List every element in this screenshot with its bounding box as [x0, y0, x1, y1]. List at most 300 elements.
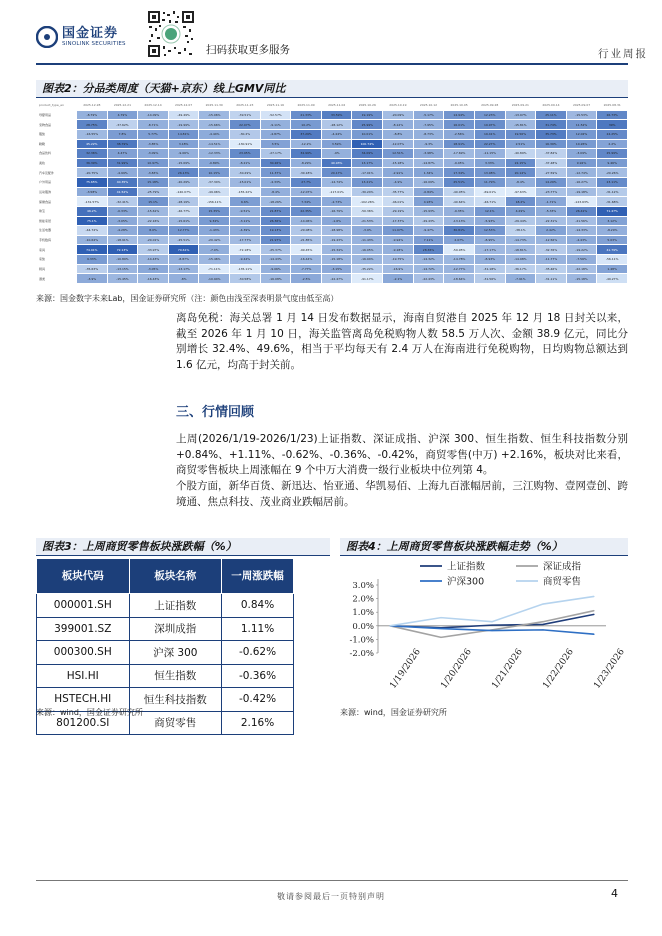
heatmap-cell: -3.09% [566, 149, 597, 159]
heatmap-cell: -0.33% [107, 206, 138, 216]
heatmap-cell: 11.37% [260, 168, 291, 178]
heatmap-cell: -14.74% [321, 178, 352, 188]
heatmap-cell: 38.79% [107, 139, 138, 149]
series-point [593, 634, 594, 635]
heatmap-cell: 27.7% [291, 178, 322, 188]
heatmap-cell: -52.57% [260, 110, 291, 120]
heatmap-cell: 41.52% [107, 187, 138, 197]
heatmap-cell: -4.87% [260, 129, 291, 139]
heatmap-cell: 11.52% [566, 120, 597, 130]
heatmap-cell: -20.26% [597, 168, 628, 178]
heatmap-cell: 9.34% [199, 216, 230, 226]
heatmap-cell: -9.06% [260, 264, 291, 274]
x-tick-label: 1/20/2026 [439, 647, 474, 691]
heatmap-cell: -10.94% [199, 274, 230, 284]
heatmap-cell: -130.91% [230, 139, 261, 149]
heatmap-cell: 46.2% [77, 206, 108, 216]
heatmap-cell: -29.43% [413, 216, 444, 226]
heatmap-cell: -2.5% [291, 274, 322, 284]
heatmap-cell: -27.17% [260, 149, 291, 159]
heatmap-cell: -49.27% [597, 274, 628, 284]
cell-chg: 1.11% [222, 617, 294, 641]
heatmap-cell: -31.12% [597, 187, 628, 197]
series-point [491, 621, 492, 622]
heatmap-cell: 45.22% [77, 139, 108, 149]
heatmap-cell: -14.51% [199, 139, 230, 149]
heatmap-cell: -17.37% [383, 216, 414, 226]
heatmap-row [37, 264, 628, 274]
heatmap-cell: 28.36% [413, 245, 444, 255]
heatmap-cell: 70.61% [168, 245, 199, 255]
heatmap-cell: 3.5% [260, 139, 291, 149]
heatmap-cell: -7.56% [566, 255, 597, 265]
heatmap-cell: -18.91% [107, 235, 138, 245]
heatmap-cell: -4.28% [107, 226, 138, 236]
heatmap-cell: -27.59% [536, 168, 567, 178]
heatmap-row-label: 生活电器 [37, 226, 77, 236]
heatmap-cell: -14.98% [505, 255, 536, 265]
heatmap-col-header: 2025.09.07 [566, 101, 597, 111]
heatmap-cell: 15.18% [138, 178, 169, 188]
heatmap-cell: -5.33% [536, 206, 567, 216]
heatmap-cell: -71.11% [199, 264, 230, 274]
heatmap-cell: -117.01% [321, 187, 352, 197]
series-point [542, 621, 543, 622]
heatmap-cell: -7.91% [505, 274, 536, 284]
heatmap-cell: -135.11% [230, 264, 261, 274]
heatmap-cell: -15.81% [505, 120, 536, 130]
heatmap-cell: 12.1% [474, 206, 505, 216]
heatmap-cell: 100.74% [352, 139, 383, 149]
heatmap-cell: -35.77% [383, 187, 414, 197]
heatmap-cell: -17.17% [474, 245, 505, 255]
heatmap-cell: -9.06% [168, 149, 199, 159]
heatmap-cell: -3.15% [321, 264, 352, 274]
heatmap-cell: 18.91% [444, 139, 475, 149]
heatmap-col-header: 2025.12.14 [138, 101, 169, 111]
heatmap-cell: -8.8% [383, 129, 414, 139]
heatmap-cell: -13.97% [505, 110, 536, 120]
heatmap-cell: -25.51% [168, 235, 199, 245]
heatmap-cell: -21.56% [566, 216, 597, 226]
heatmap-col-header: 2025.09.28 [474, 101, 505, 111]
heatmap-row-label: 服装 [37, 129, 77, 139]
heatmap-cell: -12.2% [291, 139, 322, 149]
sinolink-logo-icon [36, 26, 58, 48]
heatmap-cell: -1.43% [199, 226, 230, 236]
figure4-title: 图表4：上周商贸零售板块涨跌幅走势（%） [340, 538, 628, 556]
logo-en: SINOLINK SECURITIES [62, 40, 126, 47]
x-tick-label: 1/21/2026 [490, 647, 525, 691]
heatmap-cell: -9.94% [383, 235, 414, 245]
heatmap-cell: 9.46% [597, 158, 628, 168]
y-tick-label: 2.0% [352, 594, 374, 605]
heatmap-cell: -29.19% [383, 206, 414, 216]
heatmap-cell: 23.95% [230, 149, 261, 159]
heatmap-row-label: 汽车及配件 [37, 168, 77, 178]
cell-name: 恒生指数 [129, 664, 222, 688]
x-tick-label: 1/19/2026 [388, 647, 423, 691]
heatmap-row-label: 家装 [37, 255, 77, 265]
heatmap-cell: 11.79% [474, 178, 505, 188]
heatmap-cell: -15.01% [230, 178, 261, 188]
heatmap-cell: -18.81% [505, 245, 536, 255]
heatmap-cell: -20.42% [199, 235, 230, 245]
heatmap-cell: 7.8% [107, 129, 138, 139]
heatmap-cell: -15.61% [138, 206, 169, 216]
heatmap-row [37, 226, 628, 236]
heatmap-cell: -7.0% [199, 245, 230, 255]
heatmap-row-label: 手机数码 [37, 235, 77, 245]
heatmap-cell: -12.07% [291, 187, 322, 197]
heatmap-cell: -19.75% [383, 255, 414, 265]
heatmap-cell: -16.9% [383, 264, 414, 274]
heatmap-cell: 8.0% [138, 226, 169, 236]
heatmap-cell: -15.45% [107, 274, 138, 284]
heatmap-col-header: 2025.11.09 [291, 101, 322, 111]
heatmap-cell: 26.36% [260, 216, 291, 226]
heatmap-cell: 2.2% [597, 139, 628, 149]
heatmap-cell: -8.29% [291, 158, 322, 168]
heatmap-cell: -16.04% [352, 255, 383, 265]
heatmap-cell: 14.94% [444, 110, 475, 120]
heatmap-cell: -3.98% [413, 149, 444, 159]
heatmap-cell: -35.46% [536, 264, 567, 274]
heatmap-row-label: 户外用品 [37, 178, 77, 188]
heatmap-cell: 2.51% [505, 139, 536, 149]
heatmap-row [37, 274, 628, 284]
heatmap-cell: -19.99% [168, 120, 199, 130]
heatmap-cell: -3.05% [107, 216, 138, 226]
cell-code: 000001.SH [37, 594, 130, 618]
heatmap-cell: -46.77% [168, 206, 199, 216]
heatmap-cell: -8.87% [168, 255, 199, 265]
heatmap-cell: 17.34% [444, 168, 475, 178]
heatmap-cell: 5.77% [138, 129, 169, 139]
heatmap-cell: 19.97% [474, 120, 505, 130]
logo-cn: 国金证券 [62, 25, 119, 41]
heatmap-row [37, 158, 628, 168]
heatmap-cell: -37.48% [536, 158, 567, 168]
heatmap-cell: -22.31% [536, 216, 567, 226]
heatmap-col-header: 2025.11.16 [260, 101, 291, 111]
heatmap-cell: -22.47% [321, 274, 352, 284]
heatmap-cell: -3.85% [138, 139, 169, 149]
heatmap-cell: -46.01% [383, 197, 414, 207]
heatmap-cell: -16.09% [413, 178, 444, 188]
cell-chg: -0.62% [222, 641, 294, 665]
heatmap-row-label: 保健食品 [37, 197, 77, 207]
heatmap-cell: -16.27% [566, 178, 597, 188]
heatmap-cell: -46.71% [474, 197, 505, 207]
x-tick-label: 1/23/2026 [592, 647, 627, 691]
heatmap-cell: 3.59% [321, 139, 352, 149]
heatmap-row-label: 运动服饰 [37, 187, 77, 197]
heatmap-cell: -30.24% [352, 187, 383, 197]
heatmap-cell: 30.26% [260, 158, 291, 168]
heatmap-cell: -0.89% [199, 158, 230, 168]
y-tick-label: -2.0% [349, 649, 374, 659]
heatmap-cell: -11.43% [352, 235, 383, 245]
heatmap-cell: -13.15% [107, 264, 138, 274]
heatmap-cell: -18.26% [260, 197, 291, 207]
heatmap-cell: 36.39% [77, 158, 108, 168]
heatmap-cell: -1.71% [536, 197, 567, 207]
heatmap-row [37, 235, 628, 245]
heatmap-cell: 32.36% [77, 149, 108, 159]
heatmap-cell: 3.12% [597, 216, 628, 226]
section-heading: 三、行情回顾 [176, 405, 255, 420]
heatmap-cell: 2.42% [536, 226, 567, 236]
heatmap-col-header: 2025.09.21 [505, 101, 536, 111]
heatmap-cell: -29.08% [291, 226, 322, 236]
heatmap-cell: -14.32% [413, 255, 444, 265]
heatmap-cell: -20.09% [383, 110, 414, 120]
heatmap-cell: -32.76% [536, 245, 567, 255]
heatmap-row [37, 206, 628, 216]
heatmap-cell: -30.58% [230, 274, 261, 284]
heatmap-cell: -11.77% [536, 255, 567, 265]
heatmap-cell: -123.63% [566, 197, 597, 207]
cell-code: 399001.SZ [37, 617, 130, 641]
heatmap-cell: -20.01% [138, 235, 169, 245]
heatmap-cell: 13.21% [352, 178, 383, 188]
header-change: 一周涨跌幅 [222, 559, 294, 594]
heatmap-cell: -3.83% [138, 168, 169, 178]
heatmap-cell: -3.05% [138, 264, 169, 274]
legend-label: 沪深300 [447, 576, 485, 588]
heatmap-cell: -56.11% [597, 255, 628, 265]
series-point [440, 637, 441, 638]
heatmap-row [37, 187, 628, 197]
heatmap-cell: -4.99% [107, 168, 138, 178]
heatmap-cell: 34.99% [291, 149, 322, 159]
series-point [491, 625, 492, 626]
heatmap-cell: -12.07% [383, 139, 414, 149]
heatmap-cell: -72.18% [230, 245, 261, 255]
heatmap-cell: 41.79% [597, 245, 628, 255]
heatmap-cell: -29.44% [505, 216, 536, 226]
legend-label: 深证成指 [543, 561, 582, 573]
heatmap-row-label: 食品饮料 [37, 149, 77, 159]
y-tick-label: 3.0% [352, 581, 374, 591]
heatmap-cell: 22.35% [291, 206, 322, 216]
heatmap-cell: 10.2% [291, 120, 322, 130]
heatmap-cell: -15.18% [566, 274, 597, 284]
series-point [593, 610, 594, 611]
heatmap-cell: 12.77% [168, 226, 199, 236]
figure3-title: 图表3：上周商贸零售板块涨跌幅（%） [36, 538, 330, 556]
heatmap-cell: 33.59% [321, 110, 352, 120]
page-number: 4 [611, 887, 618, 900]
header-divider [36, 63, 628, 65]
series-point [440, 617, 441, 618]
heatmap-cell: 26.73% [597, 110, 628, 120]
heatmap-col-header: product_type_en [37, 101, 77, 111]
heatmap-cell: 22.27% [474, 139, 505, 149]
company-logo [36, 22, 136, 52]
series-point [491, 630, 492, 631]
heatmap-cell: -3.11% [230, 216, 261, 226]
heatmap-cell: -155.22% [230, 187, 261, 197]
qr-code-icon[interactable] [147, 10, 195, 58]
heatmap-cell: 19.41% [474, 129, 505, 139]
heatmap-cell: 10.97% [138, 158, 169, 168]
heatmap-cell: -19.43% [321, 235, 352, 245]
heatmap-cell: -8.29% [597, 226, 628, 236]
heatmap-cell: -14.43% [138, 255, 169, 265]
heatmap-cell: -25.37% [260, 245, 291, 255]
table-row [37, 641, 294, 665]
heatmap-cell: 15.35% [199, 206, 230, 216]
y-tick-label: 1.0% [352, 608, 374, 619]
heatmap-row-label: 鞋靴 [37, 139, 77, 149]
heatmap-cell: 26.13% [168, 168, 199, 178]
cell-name: 上证指数 [129, 594, 222, 618]
heatmap-cell: -22.43% [413, 274, 444, 284]
heatmap-cell: 71.47% [597, 206, 628, 216]
scan-prompt: 扫码获取更多服务 [206, 44, 290, 56]
heatmap-cell: 4.47% [107, 149, 138, 159]
heatmap-cell: -20.75% [77, 168, 108, 178]
heatmap-cell: -15.61% [168, 216, 199, 226]
heatmap-row [37, 168, 628, 178]
heatmap-cell: -8.71% [138, 120, 169, 130]
heatmap-cell: 10.15% [199, 168, 230, 178]
heatmap-cell: -28.19% [168, 197, 199, 207]
heatmap-cell: -4.44% [199, 129, 230, 139]
series-line-1 [390, 611, 594, 638]
heatmap-cell: -37.84% [536, 149, 567, 159]
cell-chg: 0.84% [222, 594, 294, 618]
heatmap-cell: -31.68% [597, 197, 628, 207]
heatmap-cell: -22.18% [566, 264, 597, 274]
cell-code: HSTECH.HI [37, 688, 130, 712]
heatmap-cell: 12.51% [383, 149, 414, 159]
heatmap-cell: -8.21% [230, 158, 261, 168]
heatmap-col-header: 2025.11.02 [321, 101, 352, 111]
heatmap-row-label: 家具 [37, 245, 77, 255]
figure4-source: 来源：wind，国金证券研究所 [340, 708, 447, 717]
heatmap-cell: 28.75% [77, 120, 108, 130]
heatmap-cell: -16.08% [260, 274, 291, 284]
heatmap-cell: -8.73% [413, 129, 444, 139]
figure2-source: 来源：国金数字未来Lab，国金证券研究所（注：颜色由浅至深表明景气度由低至高） [36, 294, 339, 303]
heatmap-cell: 31.74% [536, 120, 567, 130]
heatmap-cell: -0.84% [413, 187, 444, 197]
heatmap-cell: -14.73% [505, 235, 536, 245]
heatmap-cell: -9.35% [444, 206, 475, 216]
heatmap-cell: -49.49% [168, 110, 199, 120]
heatmap-cell: 10.26% [566, 139, 597, 149]
heatmap-cell: -16.79% [321, 206, 352, 216]
heatmap-cell: -13.13% [444, 216, 475, 226]
heatmap-col-header: 2025.12.28 [77, 101, 108, 111]
heatmap-cell: 6.6% [230, 197, 261, 207]
series-point [542, 603, 543, 604]
heatmap-cell: -16.55% [77, 129, 108, 139]
heatmap-cell: 20.14% [505, 168, 536, 178]
heatmap-cell: 35.73% [536, 129, 567, 139]
heatmap-cell: -9% [321, 149, 352, 159]
heatmap-cell: -33.97% [138, 245, 169, 255]
heatmap-cell: -140.07% [168, 187, 199, 197]
heatmap-cell: -8.95% [474, 235, 505, 245]
heatmap-cell: -35.22% [352, 264, 383, 274]
heatmap-cell: 1.34% [413, 168, 444, 178]
heatmap-cell: 19.56% [505, 129, 536, 139]
heatmap-cell: -37.62% [107, 120, 138, 130]
heatmap-cell: 31.99% [107, 158, 138, 168]
heatmap-cell: -38.1% [505, 226, 536, 236]
heatmap-cell: 12.02% [566, 129, 597, 139]
heatmap-cell: -91.17% [352, 274, 383, 284]
heatmap-cell: 4.29% [505, 206, 536, 216]
heatmap-cell: -36.17% [505, 264, 536, 274]
heatmap-cell: -40.89% [505, 149, 536, 159]
heatmap-cell: 25.99% [597, 149, 628, 159]
heatmap-cell: -12.33% [199, 149, 230, 159]
stock-paragraph: 个股方面，新华百货、新迅达、怡亚通、华凯易佰、上海九百涨幅居前，三江购物、壹网壹创、跨境通、焦点科技、茂业商业跌幅居前。 [176, 480, 628, 508]
heatmap-cell: -21.53% [352, 216, 383, 226]
heatmap-cell: -3.9% [77, 274, 108, 284]
heatmap-cell: -16.44% [291, 255, 322, 265]
heatmap-row [37, 110, 628, 120]
heatmap-row [37, 139, 628, 149]
heatmap-cell: -99.45% [291, 245, 322, 255]
heatmap-cell: 30.81% [444, 226, 475, 236]
heatmap-cell: -156.11% [199, 197, 230, 207]
heatmap-cell: 11.07% [383, 226, 414, 236]
gmv-heatmap-table [36, 100, 628, 284]
heatmap-cell: -8.4% [505, 178, 536, 188]
heatmap-cell: -5.93% [474, 216, 505, 226]
heatmap-cell: 20.17% [321, 168, 352, 178]
heatmap-row [37, 255, 628, 265]
heatmap-row [37, 216, 628, 226]
heatmap-cell: 21.97% [260, 235, 291, 245]
heatmap-cell: -8.4% [260, 187, 291, 197]
heatmap-cell: -30.29% [230, 168, 261, 178]
legend-label: 上证指数 [447, 561, 486, 573]
heatmap-cell: -3.09% [138, 149, 169, 159]
heatmap-cell: 1.48% [597, 264, 628, 274]
heatmap-cell: -9.3% [413, 139, 444, 149]
heatmap-cell: -14.06% [291, 216, 322, 226]
cell-chg: 2.16% [222, 711, 294, 735]
heatmap-header-row [37, 101, 628, 111]
heatmap-cell: -12.74% [566, 168, 597, 178]
heatmap-cell: -39.51% [230, 110, 261, 120]
heatmap-cell: -4.43% [566, 235, 597, 245]
heatmap-col-header: 2025.09.14 [536, 101, 567, 111]
heatmap-cell: -15.09% [168, 158, 199, 168]
heatmap-cell: 40.35% [107, 178, 138, 188]
heatmap-cell: -14.78% [444, 255, 475, 265]
heatmap-cell: -50.36% [352, 206, 383, 216]
heatmap-cell: -9.11% [260, 120, 291, 130]
heatmap-cell: 75.65% [77, 178, 108, 188]
heatmap-cell: 25.51% [444, 178, 475, 188]
cell-code: 000300.SH [37, 641, 130, 665]
heatmap-cell: -97.63% [505, 187, 536, 197]
footer-divider [36, 880, 628, 881]
series-point [542, 624, 543, 625]
heatmap-row-label: 厨具 [37, 264, 77, 274]
heatmap-cell: -2.1% [383, 274, 414, 284]
heatmap-col-header: 2025.10.26 [352, 101, 383, 111]
heatmap-cell: -32.41% [107, 197, 138, 207]
